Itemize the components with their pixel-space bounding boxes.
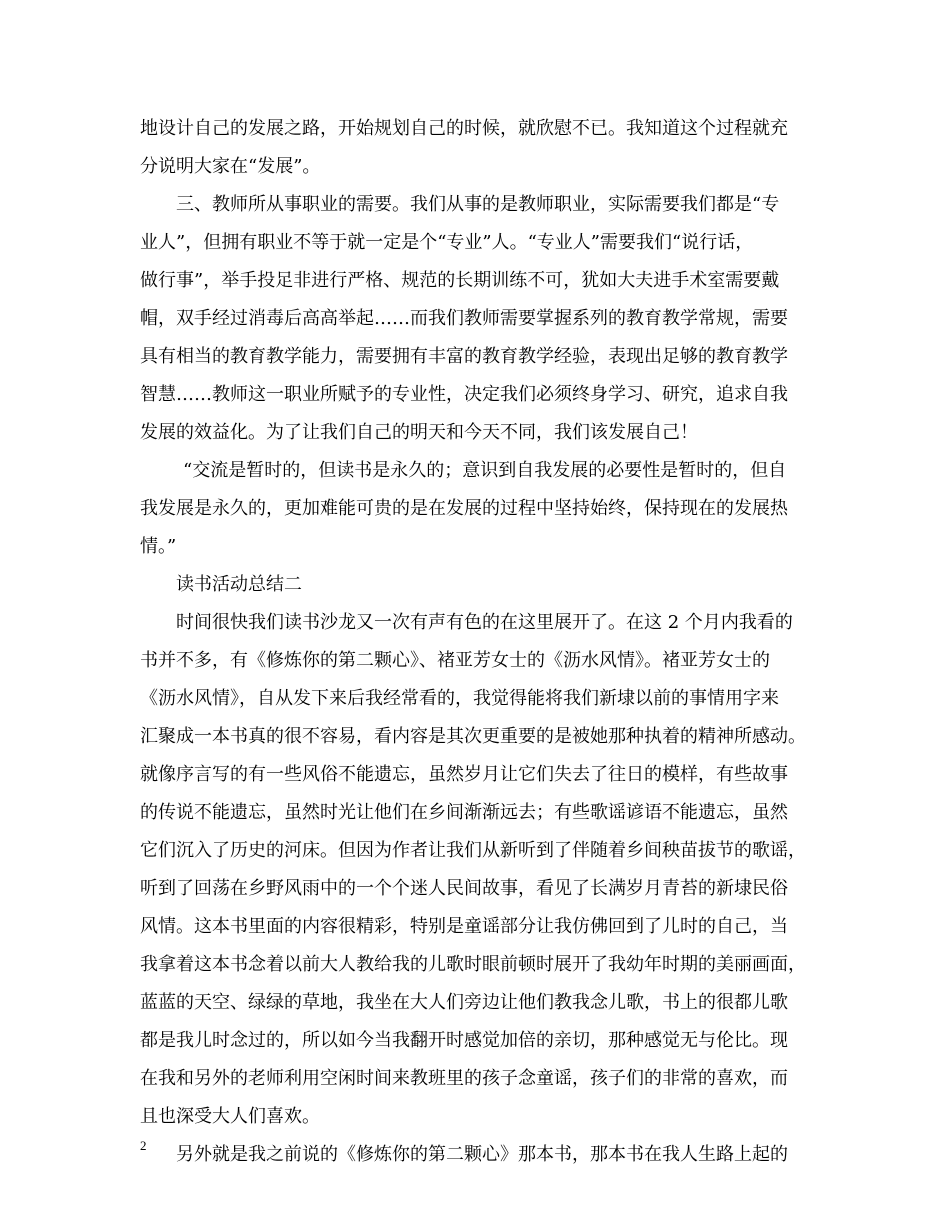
text-line: 发展的效益化。为了让我们自己的明天和今天不同，我们该发展自己！ [140,422,698,443]
text-line: 三、教师所从事职业的需要。我们从事的是教师职业，实际需要我们都是“专 [176,194,780,215]
page-number: 2 [140,1138,147,1153]
text-line: 风情。这本书里面的内容很精彩，特别是童谣部分让我仿佛回到了儿时的自己，当 [140,916,788,937]
quote-line: 我发展是永久的，更加难能可贵的是在发展的过程中坚持始终，保持现在的发展热 [140,498,788,519]
text-line: 分说明大家在“发展”。 [140,156,321,177]
section-heading: 读书活动总结二 [176,574,302,595]
quote-line: 情。” [140,536,177,557]
text-line: 智慧……教师这一职业所赋予的专业性，决定我们必须终身学习、研究，追求自我 [140,384,788,405]
text-line: 《沥水风情》，自从发下来后我经常看的，我觉得能将我们新埭以前的事情用字来 [140,688,779,709]
quote-line: “交流是暂时的，但读书是永久的；意识到自我发展的必要性是暂时的，但自 [183,460,787,481]
text-line: 汇聚成一本书真的很不容易，看内容是其次更重要的是被她那种执着的精神所感动。 [140,726,806,747]
text-line: 就像序言写的有一些风俗不能遗忘，虽然岁月让它们失去了往日的模样，有些故事 [140,764,788,785]
text-line: 它们沉入了历史的河床。但因为作者让我们从新听到了伴随着乡间秧苗拔节的歌谣， [140,840,806,861]
text-line: 另外就是我之前说的《修炼你的第二颗心》那本书，那本书在我人生路上起的 [176,1144,788,1165]
text-line: 且也深受大人们喜欢。 [140,1106,320,1127]
text-line: 我拿着这本书念着以前大人教给我的儿歌时眼前顿时展开了我幼年时期的美丽画面， [140,954,806,975]
text-line: 的传说不能遗忘，虽然时光让他们在乡间渐渐远去；有些歌谣谚语不能遗忘，虽然 [140,802,788,823]
text-line: 帽，双手经过消毒后高高举起……而我们教师需要掌握系列的教育教学常规，需要 [140,308,788,329]
text-line: 做行事”，举手投足非进行严格、规范的长期训练不可，犹如大夫进手术室需要戴 [140,270,780,291]
text-line: 具有相当的教育教学能力，需要拥有丰富的教育教学经验，表现出足够的教育教学 [140,346,788,367]
text-line: 时间很快我们读书沙龙又一次有声有色的在这里展开了。在这 2 个月内我看的 [176,612,793,633]
text-line: 蓝蓝的天空、绿绿的草地，我坐在大人们旁边让他们教我念儿歌，书上的很都儿歌 [140,992,788,1013]
text-line: 书并不多，有《修炼你的第二颗心》、褚亚芳女士的《沥水风情》。褚亚芳女士的 [140,650,770,671]
text-line: 都是我儿时念过的，所以如今当我翻开时感觉加倍的亲切，那种感觉无与伦比。现 [140,1030,788,1051]
text-line: 在我和另外的老师利用空闲时间来教班里的孩子念童谣，孩子们的非常的喜欢，而 [140,1068,788,1089]
text-line: 业人”，但拥有职业不等于就一定是个“专业”人。“专业人”需要我们“说行话， [140,232,754,253]
text-line: 听到了回荡在乡野风雨中的一个个迷人民间故事，看见了长满岁月青苔的新埭民俗 [140,878,788,899]
text-line: 地设计自己的发展之路，开始规划自己的时候，就欣慰不已。我知道这个过程就充 [140,118,788,139]
